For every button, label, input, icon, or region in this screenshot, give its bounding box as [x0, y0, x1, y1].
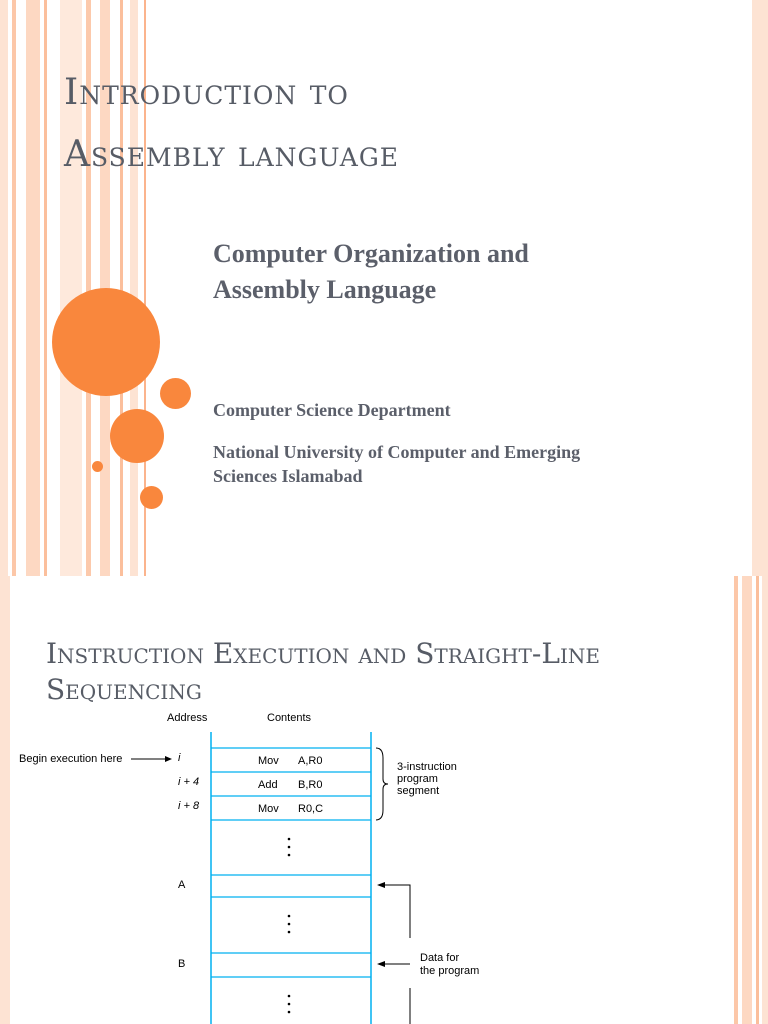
decor-stripe	[12, 0, 16, 576]
ellipsis-dot	[288, 995, 291, 998]
decor-circle-small	[140, 486, 163, 509]
instr-operands-1: A,R0	[298, 755, 323, 767]
memory-diagram	[0, 706, 768, 1024]
instr-op-3: Mov	[258, 803, 279, 815]
segment-brace	[376, 748, 388, 820]
data-address-a: A	[178, 879, 186, 891]
segment-label-2: program	[397, 773, 438, 785]
slide-1-title	[64, 62, 744, 186]
header-contents: Contents	[267, 712, 312, 724]
department-name: Computer Science Department	[213, 400, 451, 420]
begin-arrow-head	[165, 756, 172, 762]
begin-execution-label: Begin execution here	[19, 753, 123, 765]
slide-1-title-line-1: Introduction to	[64, 72, 349, 113]
ellipsis-dot	[288, 854, 291, 857]
slide-1-subtitle	[213, 236, 733, 308]
ellipsis-dot	[288, 931, 291, 934]
decor-stripe	[0, 0, 8, 576]
decor-stripe	[26, 0, 40, 576]
header-address: Address	[167, 712, 208, 724]
ellipsis-dot	[288, 846, 291, 849]
slide-2-title-line-1: Instruction Execution and Straight-Line	[46, 637, 600, 670]
segment-label-1: 3-instruction	[397, 761, 457, 773]
data-address-b: B	[178, 958, 186, 970]
data-label-2: the program	[420, 965, 480, 977]
data-pointer-a-head	[377, 882, 385, 888]
address-row-1: i	[178, 752, 181, 764]
slide-2-title	[46, 636, 746, 708]
university-line-1: National University of Computer and Emerging	[213, 442, 581, 462]
decor-stripe	[44, 0, 47, 576]
university-line-2: Sciences Islamabad	[213, 466, 363, 486]
decor-circle-large	[52, 288, 160, 396]
ellipsis-dot	[288, 838, 291, 841]
address-row-3: i + 8	[178, 800, 200, 812]
data-pointer-a	[384, 885, 410, 938]
decor-stripe	[752, 0, 768, 576]
data-label-1: Data for	[420, 952, 460, 964]
decor-circle-medium	[110, 409, 164, 463]
instr-operands-3: R0,C	[298, 803, 324, 815]
subtitle-line-2: Assembly Language	[213, 275, 437, 304]
university-name	[213, 440, 733, 488]
instr-op-2: Add	[258, 779, 278, 791]
decor-circle-tiny	[92, 461, 103, 472]
data-pointer-b-head	[377, 961, 385, 967]
slide-2-title-line-2: Sequencing	[46, 673, 202, 706]
ellipsis-dot	[288, 1003, 291, 1006]
ellipsis-dot	[288, 915, 291, 918]
instr-operands-2: B,R0	[298, 779, 323, 791]
address-row-2: i + 4	[178, 776, 200, 788]
instr-op-1: Mov	[258, 755, 279, 767]
subtitle-line-1: Computer Organization and	[213, 239, 529, 268]
slide-1-title-line-2: Assembly language	[64, 134, 400, 175]
segment-label-3: segment	[397, 785, 440, 797]
slide-2	[0, 576, 768, 1024]
decor-circle-small	[160, 378, 191, 409]
ellipsis-dot	[288, 1011, 291, 1014]
ellipsis-dot	[288, 923, 291, 926]
